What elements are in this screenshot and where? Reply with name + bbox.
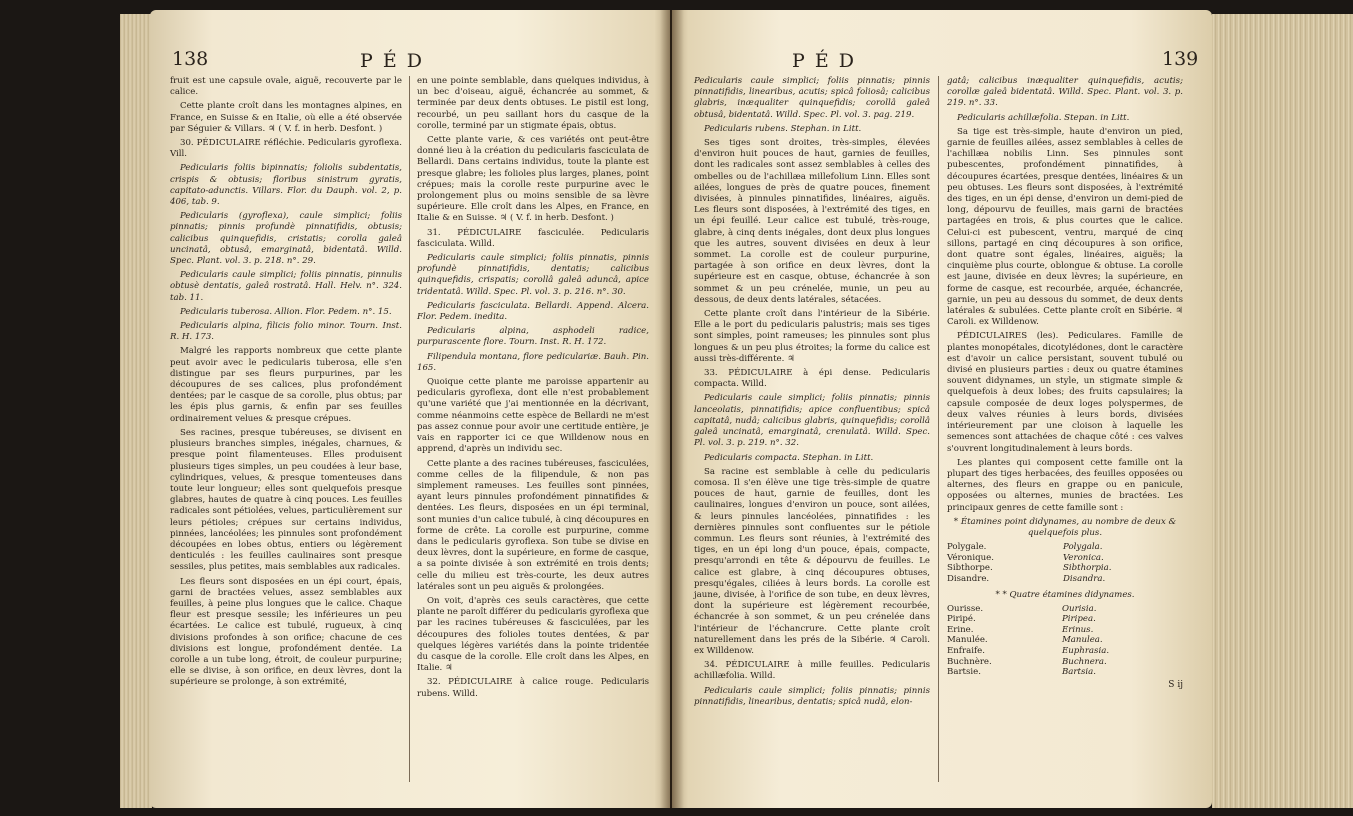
table-row (947, 614, 1183, 625)
genus-fr: Sibthorpe. (947, 563, 993, 574)
paragraph: 33. PÉDICULAIRE à épi dense. Pedicularis compacta. Willd. (694, 368, 930, 390)
genus-la: Polygala. (1063, 542, 1103, 553)
paragraph: 30. PÉDICULAIRE réfléchie. Pedicularis gyroflexa. Vill. (170, 138, 402, 160)
column-rule (938, 76, 939, 782)
paragraph: Pedicularis (gyroflexa), caule simplici; foliis pinnatis; pinnis profundè pinnatifidis, obtusis; calicibus quinquefidis, cristatis; corolla galeâ uncinatâ, obtusâ, emarginatâ, bidentatâ. Willd. Spec. Plant. vol. 3. p. 218. n°. 29. (170, 211, 402, 267)
paragraph: gatâ; calicibus inæqualiter quinquefidis, acutis; corollæ galeâ bidentatâ. Willd. Spec. Plant. vol. 3. p. 219. n°. 33. (947, 76, 1183, 109)
column-right-2 (947, 76, 1183, 691)
genus-fr: Manulée. (947, 635, 988, 646)
paragraph: Les fleurs sont disposées en un épi court, épais, garni de bractées velues, assez semblables aux feuilles, à peine plus longues que le calice. Chaque fleur est presque sessile; les inférieures un peu écartées. Le calice est tubulé, rugueux, à cinq divisions profondes à son orifice; chacune de ces divisions est longue, profondément dentée. La corolle a un tube long, étroit, de couleur purpurine; elle se divise, à son orifice, en deux lèvres, dont la supérieure se prolonge, à son extrémité, (170, 576, 402, 688)
paragraph: fruit est une capsule ovale, aiguë, recouverte par le calice. (170, 76, 402, 98)
paragraph: Pedicularis caule simplici; foliis pinnatis; pinnis lanceolatis, pinnatifidis; apice confluentibus; spicâ capitatâ, nudâ; calicibus glabris, quinquefidis; corollâ galeâ uncinatâ, emarginatâ, crenulatâ. Willd. Spec. Pl. vol. 3. p. 219. n°. 32. (694, 393, 930, 449)
paragraph: Cette plante croît dans l'intérieur de la Sibérie. Elle a le port du pedicularis palustris; mais ses tiges sont simples, point rameuses; les pinnules sont plus longues & un peu plus étroites; la forme du calice est aussi très-différente. ♃ (694, 309, 930, 364)
paragraph: Quoique cette plante me paroisse appartenir au pedicularis gyroflexa, dont elle n'est probablement qu'une variété que j'ai mentionnée en la décrivant, comme néanmoins cette espèce de Bellardi ne m'est pas assez connue pour avoir une certitude entière, je vais en rapporter ici ce que Willdenow nous en apprend, d'après un individu sec. (417, 377, 649, 455)
table-row (947, 625, 1183, 636)
page-number: 138 (172, 48, 209, 70)
paragraph: Pedicularis rubens. Stephan. in Litt. (704, 123, 862, 134)
genus-fr: Ourisse. (947, 603, 984, 614)
section-heading: * Étamines point didynames, au nombre de deux & quelquefois plus. (953, 516, 1177, 538)
table-row (947, 574, 1183, 585)
paragraph: Pedicularis achillæfolia. Stepan. in Litt. (957, 112, 1130, 123)
page-edges-left (120, 14, 152, 808)
paragraph: Pedicularis caule simplici; foliis pinnatis; pinnis pinnatifidis, linearibus, acutis; spicâ foliosâ; calicibus glabris, inæqualiter quinquefidis; corollâ galeâ obtusâ, bidentatâ. Willd. Spec. Pl. vol. 3. pag. 219. (694, 76, 930, 120)
paragraph: en une pointe semblable, dans quelques individus, à un bec d'oiseau, aiguë, échancrée au sommet, & terminée par deux dents obtuses. Le pistil est long, recourbé, un peu saillant hors du casque de la corolle, terminé par un stigmate épais, obtus. (417, 76, 649, 131)
paragraph: Pedicularis tuberosa. Allion. Flor. Pedem. n°. 15. (180, 306, 392, 317)
genus-la: Ourisia. (1061, 603, 1097, 614)
running-head: P É D (792, 50, 856, 72)
genus-la: Bartsia. (1061, 667, 1096, 678)
genus-la: Erinus. (1061, 624, 1094, 635)
right-page (672, 10, 1212, 808)
paragraph: Pedicularis alpina, filicis folio minor. Tourn. Inst. R. H. 173. (170, 321, 402, 343)
paragraph: Pedicularis fasciculata. Bellardi. Append. Alcera. Flor. Pedem. inedita. (417, 300, 649, 323)
genus-fr: Polygale. (947, 542, 987, 553)
paragraph: 34. PÉDICULAIRE à mille feuilles. Pedicularis achillæfolia. Willd. (694, 660, 930, 682)
table-row (947, 542, 1183, 553)
paragraph: Sa racine est semblable à celle du pedicularis comosa. Il s'en élève une tige très-simple de quatre pouces de haut, garnie de feuilles, dont les caulinaires, longues d'environ un pouce, sont ailées, & leurs pinnules lancéolées, pinnatifides : les dernières pinnules sont confluentes sur le pétiole commun. Les fleurs sont réunies, à l'extrémité des tiges, en un épi long d'un pouce, épais, compacte, presqu'arrondi en tête & dépourvu de feuilles. Le calice est glabre, à cinq découpures obtuses, presqu'égales, ciliées à leurs bords. La corolle est jaune, divisée, à l'orifice de son tube, en deux lèvres, dont la supérieure est légèrement recourbée, échancrée à son sommet, & un peu crénelée dans l'intérieur de l'échancrure. Cette plante croît naturellement dans les prés de la Sibérie. ♃ Caroli. ex Willdenow. (694, 466, 930, 656)
genus-fr: Erine. (947, 624, 974, 635)
genus-la: Disandra. (1063, 573, 1106, 584)
table-row (947, 563, 1183, 574)
genus-la: Sibthorpia. (1063, 563, 1112, 574)
table-row (947, 553, 1183, 564)
paragraph: Pedicularis alpina, asphodeli radice, purpurascente flore. Tourn. Inst. R. H. 172. (417, 326, 649, 348)
table-row (947, 635, 1183, 646)
genus-fr: Bartsie. (947, 667, 981, 678)
left-page (150, 10, 670, 808)
section-heading: * * Quatre étamines didynames. (995, 589, 1135, 600)
genus-table-2 (947, 604, 1183, 678)
genus-fr: Enfraife. (947, 646, 985, 657)
paragraph: Les plantes qui composent cette famille ont la plupart des tiges herbacées, des feuilles opposées ou alternes, des fleurs en grappe ou en panicule, opposées ou alternes, munies de bractées. Les principaux genres de cette famille sont : (947, 457, 1183, 513)
table-row (947, 604, 1183, 615)
page-edges-right (1212, 14, 1353, 808)
paragraph: Pedicularis caule simplici; foliis pinnatis, pinnis profundè pinnatifidis, dentatis; calicibus quinquefidis, crispatis; corollâ galeâ aduncâ, apice tridentatâ. Willd. Spec. Pl. vol. 3. p. 216. n°. 30. (417, 253, 649, 297)
genus-la: Euphrasia. (1061, 646, 1110, 657)
signature-mark: S ij (1168, 679, 1183, 690)
paragraph: Filipendula montana, flore pediculariæ. Bauh. Pin. 165. (417, 351, 649, 373)
table-row (947, 657, 1183, 668)
genus-la: Manulea. (1061, 635, 1103, 646)
paragraph: Cette plante a des racines tubéreuses, fasciculées, comme celles de la filipendule, & non pas simplement rameuses. Les feuilles sont pinnées, ayant leurs pinnules profondément pinnatifides & dentées. Les fleurs, disposées en un épi terminal, sont munies d'un calice tubulé, à cinq découpures en forme de crête. La corolle est purpurine, comme dans le pedicularis gyroflexa. Son tube se divise en deux lèvres, dont la supérieure, en forme de casque, a sa pointe divisée à son extrémité en trois dents; celle du milieu est très-courte, les deux autres latérales sont un peu aiguës & prolongées. (417, 458, 649, 592)
page-number: 139 (1162, 48, 1199, 70)
paragraph: Pedicularis compacta. Stephan. in Litt. (704, 452, 874, 463)
column-left-1 (170, 76, 402, 692)
column-left-2 (417, 76, 649, 703)
paragraph: 31. PÉDICULAIRE fasciculée. Pedicularis fasciculata. Willd. (417, 227, 649, 249)
genus-table-1 (947, 542, 1183, 584)
genus-la: Veronica. (1063, 552, 1104, 563)
genus-fr: Buchnère. (947, 656, 992, 667)
book-gutter (660, 10, 684, 808)
paragraph: Sa tige est très-simple, haute d'environ un pied, garnie de feuilles ailées, assez semblables à celles de l'achillæa nobilis Linn. Ses pinnules sont pubescentes, profondément pinnatifides, à découpures écartées, presque dentées, linéaires & un peu obtuses. Les fleurs sont disposées, à l'extrémité des tiges, en un épi dense, d'environ un demi-pied de long, dépourvu de feuilles, mais garni de bractées partagées en trois, & plus courtes que le calice. Celui-ci est pubescent, ventru, marqué de cinq sillons, partagé en cinq découpures à son orifice, dont quatre sont égales, linéaires, aiguës; la cinquième plus courte, oblongue & obtuse. La corolle est jaune, divisée en deux lèvres; la supérieure, en forme de casque, est recourbée, arquée, échancrée, garnie, un peu au dessous du sommet, de deux dents latérales & subulées. Cette plante croît en Sibérie. ♃ Caroli. ex Willdenow. (947, 126, 1183, 328)
genus-la: Buchnera. (1061, 656, 1107, 667)
table-row (947, 667, 1183, 678)
genus-fr: Véronique. (947, 552, 994, 563)
paragraph: Malgré les rapports nombreux que cette plante peut avoir avec le pedicularis tuberosa, elle s'en distingue par ses fleurs purpurines, par les découpures de ses calices, plus profondément dentées; par le casque de sa corolle, plus obtus; par les épis plus garnis, & enfin par ses feuilles ordinairement velues & presque crépues. (170, 346, 402, 424)
paragraph: PÉDICULAIRES (les). Pediculares. Famille de plantes monopétales, dicotylédones, dont le caractère est d'avoir un calice persistant, souvent tubulé ou divisé en plusieurs parties : deux ou quatre étamines souvent didynames, un style, un stigmate simple & quelquefois à deux lobes; des fruits capsulaires; la capsule composée de deux loges polyspermes, de deux valves réunies à leurs bords, divisées intérieurement par une cloison à laquelle les semences sont attachées de chaque côté : ces valves s'ouvrent longitudinalement à leurs bords. (947, 331, 1183, 454)
paragraph: Pedicularis caule simplici; foliis pinnatis; pinnis pinnatifidis, linearibus, dentatis; spicâ nudâ, elon- (694, 685, 930, 707)
genus-fr: Disandre. (947, 573, 990, 584)
paragraph: Pedicularis caule simplici; foliis pinnatis, pinnulis obtusè dentatis, galeâ rostratâ. Hall. Helv. n°. 324. tab. 11. (170, 270, 402, 303)
paragraph: Pedicularis foliis bipinnatis; foliolis subdentatis, crispis & obtusis; floribus sinistrum gyratis, capitato-adunctis. Villars. Flor. du Dauph. vol. 2, p. 406, tab. 9. (170, 163, 402, 208)
genus-la: Piripea. (1061, 614, 1096, 625)
paragraph: Ses tiges sont droites, très-simples, élevées d'environ huit pouces de haut, garnies de feuilles, dont les radicales sont assez semblables à celles des ombelles ou de l'achillæa millefolium Linn. Elles sont ailées, longues de près de quatre pouces, finement divisées, à pinnules pinnatifides, linéaires, aiguës. Les fleurs sont disposées, à l'extrémité des tiges, en un épi feuillé. Leur calice est tubulé, très-rouge, glabre, à cinq dents inégales, dont deux plus longues que les autres, souvent divisées en deux à leur sommet. La corolle est de couleur purpurine, partagée à son orifice en deux lèvres, dont la supérieure est en casque, obtuse, échancrée à son sommet & un peu crénelée, munie, un peu au dessous, de deux dents latérales, sétacées. (694, 138, 930, 305)
paragraph: Cette plante varie, & ces variétés ont peut-être donné lieu à la création du pedicularis fasciculata de Bellardi. Dans certains individus, toute la plante est presque glabre; les folioles plus larges, planes, point crépues; mais la corolle reste purpurine avec le prolongement plus ou moins sensible de sa lèvre supérieure. Elle croît dans les Alpes, en France, en Italie & en Suisse. ♃ ( V. f. in herb. Desfont. ) (417, 135, 649, 224)
paragraph: 32. PÉDICULAIRE à calice rouge. Pedicularis rubens. Willd. (417, 677, 649, 699)
table-row (947, 646, 1183, 657)
column-rule (409, 76, 410, 782)
paragraph: Cette plante croît dans les montagnes alpines, en France, en Suisse & en Italie, où elle a été observée par Séguier & Villars. ♃ ( V. f. in herb. Desfont. ) (170, 101, 402, 134)
paragraph: On voit, d'après ces seuls caractères, que cette plante ne paroît différer du pedicularis gyroflexa que par les racines tubéreuses & fasciculées, par les découpures des folioles toutes dentées, & par quelques légères variétés dans la pointe tridentée du casque de la corolle. Elle croît dans les Alpes, en Italie. ♃ (417, 595, 649, 674)
column-right-1 (694, 76, 930, 711)
genus-fr: Piripé. (947, 614, 976, 625)
paragraph: Ses racines, presque tubéreuses, se divisent en plusieurs branches simples, inégales, charnues, & presque point filamenteuses. Elles produisent plusieurs tiges simples, un peu coudées à leur base, cylindriques, velues, & presque tomenteuses dans toute leur longueur; elles sont quelquefois presque glabres, hautes de quatre à cinq pouces. Les feuilles radicales sont pétiolées, velues, particulièrement sur leurs pétioles; crépues sur certains individus, pinnées, lancéolées; les pinnules sont profondément découpées en lobes obtus, entiers ou légèrement denticulés : les feuilles caulinaires sont presque sessiles, plus petites, mais semblables aux radicales. (170, 427, 402, 573)
running-head: P É D (360, 50, 424, 72)
